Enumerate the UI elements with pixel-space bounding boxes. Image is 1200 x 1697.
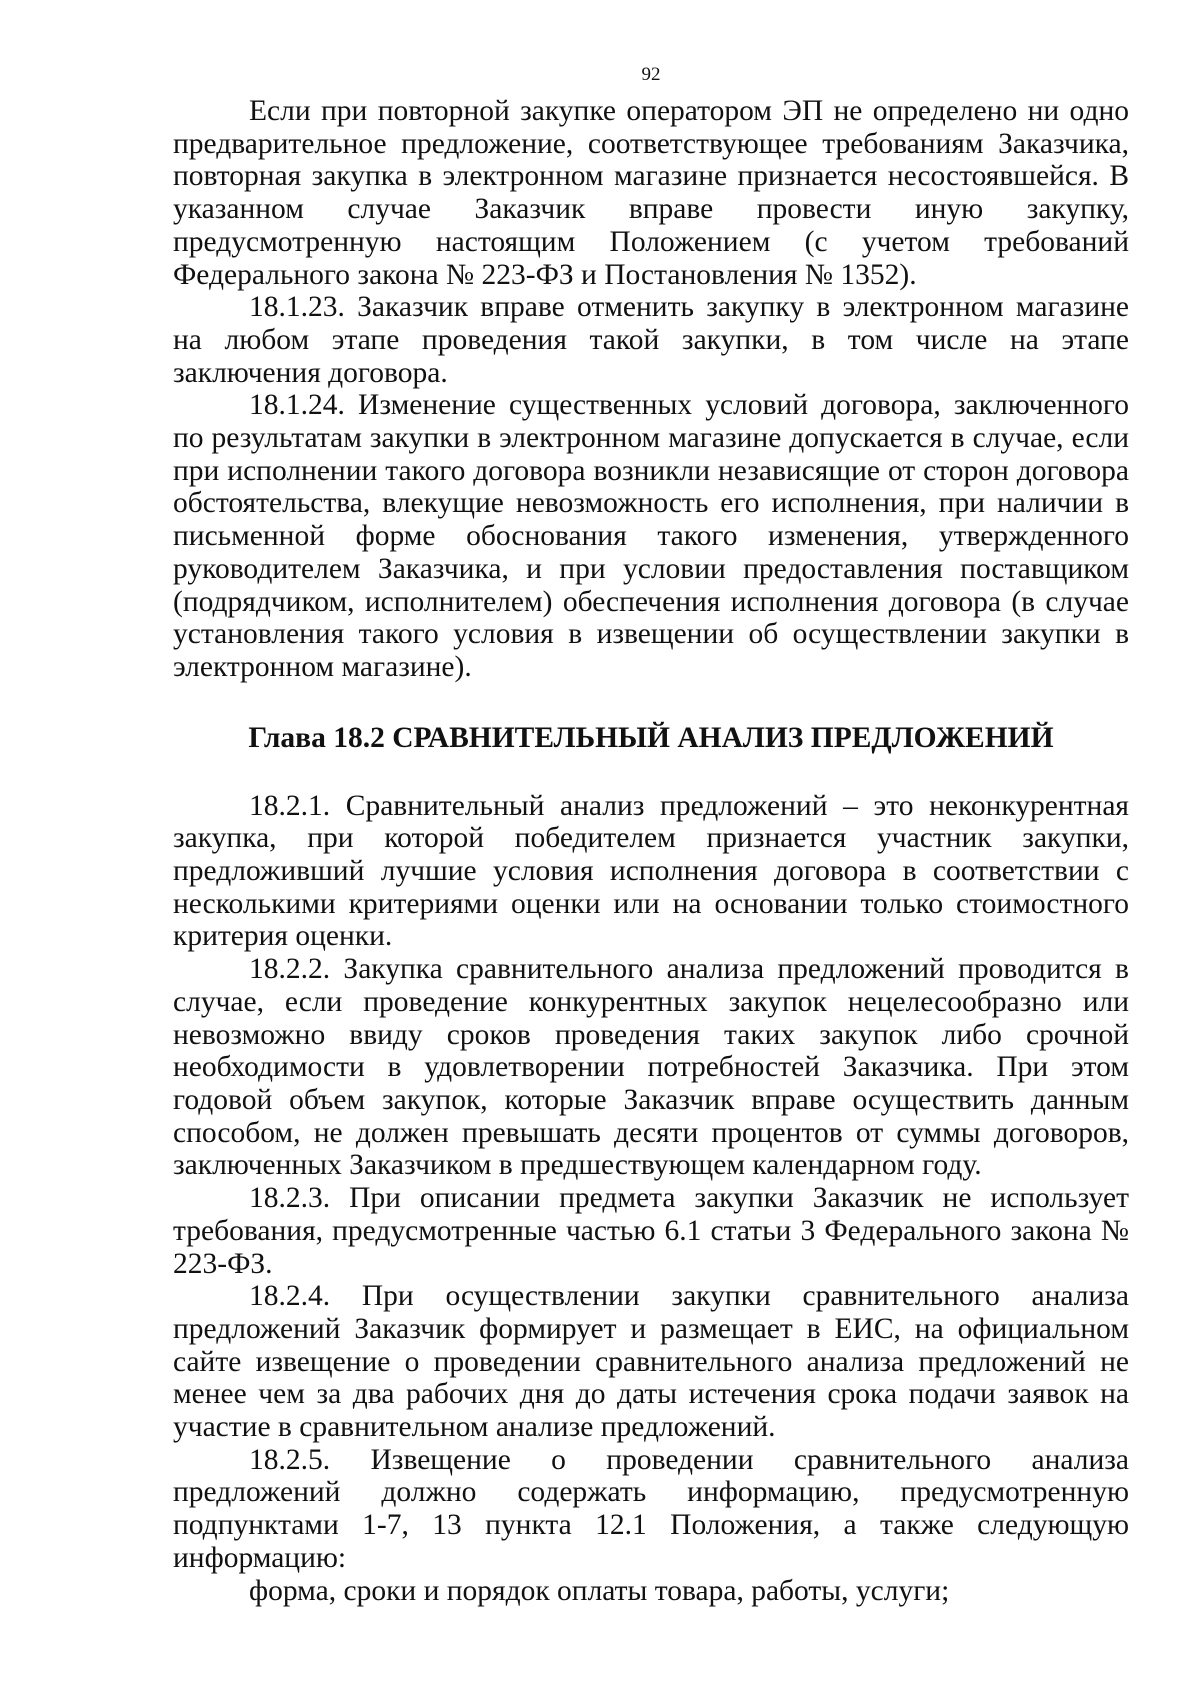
- paragraph-18-2-3: 18.2.3. При описании предмета закупки Заказчик не использует требования, предусмотренные частью 6.1 статьи 3 Федерального закона № 223-ФЗ.: [173, 1182, 1129, 1280]
- paragraph-18-1-24: 18.1.24. Изменение существенных условий договора, заключенного по результатам закупки в электронном магазине допускается в случае, если при исполнении такого договора возникли независящие от сторон договора обстоятельства, влекущие невозможность его исполнения, при наличии в письменной форме обоснования такого изменения, утвержденного руководителем Заказчика, и при условии предоставления поставщиком (подрядчиком, исполнителем) обеспечения исполнения договора (в случае установления такого условия в извещении об осуществлении закупки в электронном магазине).: [173, 389, 1129, 683]
- page-number: 92: [641, 64, 661, 85]
- paragraph-18-2-5: 18.2.5. Извещение о проведении сравнительного анализа предложений должно содержать информацию, предусмотренную подпунктами 1-7, 13 пункта 12.1 Положения, а также следующую информацию:: [173, 1443, 1129, 1574]
- paragraph-18-2-1: 18.2.1. Сравнительный анализ предложений – это неконкурентная закупка, при которой победителем признается участник закупки, предложивший лучшие условия исполнения договора в соответствии с несколькими критериями оценки или на основании только стоимостного критерия оценки.: [173, 789, 1129, 953]
- paragraph-18-2-2: 18.2.2. Закупка сравнительного анализа предложений проводится в случае, если проведение конкурентных закупок нецелесообразно или невозможно ввиду сроков проведения таких закупок либо срочной необходимости в удовлетворении потребностей Заказчика. При этом годовой объем закупок, которые Заказчик вправе осуществить данным способом, не должен превышать десяти процентов от суммы договоров, заключенных Заказчиком в предшествующем календарном году.: [173, 953, 1129, 1182]
- paragraph-18-1-23: 18.1.23. Заказчик вправе отменить закупку в электронном магазине на любом этапе проведения такой закупки, в том числе на этапе заключения договора.: [173, 291, 1129, 389]
- chapter-heading: Глава 18.2 СРАВНИТЕЛЬНЫЙ АНАЛИЗ ПРЕДЛОЖЕНИЙ: [248, 721, 1054, 754]
- document-page: [173, 64, 1129, 1607]
- paragraph-payment-terms: форма, сроки и порядок оплаты товара, работы, услуги;: [249, 1574, 950, 1607]
- paragraph-18-2-4: 18.2.4. При осуществлении закупки сравнительного анализа предложений Заказчик формирует и размещает в ЕИС, на официальном сайте извещение о проведении сравнительного анализа предложений не менее чем за два рабочих дня до даты истечения срока подачи заявок на участие в сравнительном анализе предложений.: [173, 1280, 1129, 1444]
- paragraph-repeat-purchase: Если при повторной закупке оператором ЭП не определено ни одно предварительное предложение, соответствующее требованиям Заказчика, повторная закупка в электронном магазине признается несостоявшейся. В указанном случае Заказчик вправе провести иную закупку, предусмотренную настоящим Положением (с учетом требований Федерального закона № 223-ФЗ и Постановления № 1352).: [173, 95, 1129, 291]
